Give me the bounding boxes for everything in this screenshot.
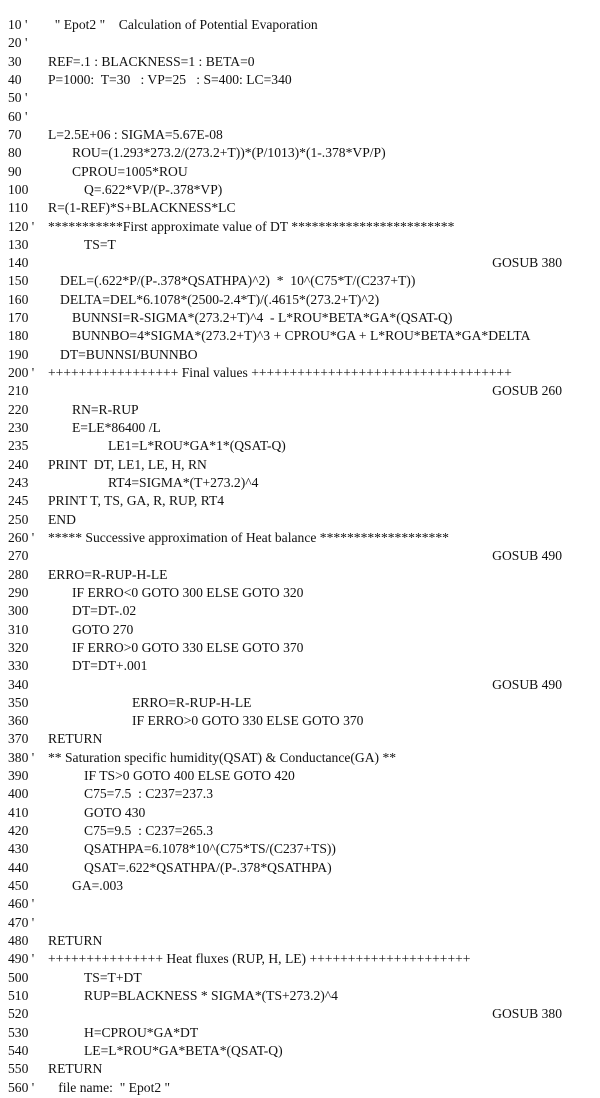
line-number: 90 xyxy=(8,163,22,179)
line-code: IF ERRO>0 GOTO 330 ELSE GOTO 370 xyxy=(72,639,304,655)
line-number: 530 xyxy=(8,1024,29,1040)
line-number: 220 xyxy=(8,401,29,417)
line-number: 100 xyxy=(8,181,29,197)
line-number: 460 ' xyxy=(8,896,35,912)
line-number: 390 xyxy=(8,768,29,784)
line-number: 360 xyxy=(8,713,29,729)
line-number: 230 xyxy=(8,420,29,436)
line-code: QSATHPA=6.1078*10^(C75*TS/(C237+TS)) xyxy=(84,841,336,857)
line-number: 270 xyxy=(8,548,29,564)
line-number: 550 xyxy=(8,1061,29,1077)
line-code: RUP=BLACKNESS * SIGMA*(TS+273.2)^4 xyxy=(84,987,338,1003)
line-number: 430 xyxy=(8,841,29,857)
code-line xyxy=(0,1077,600,1098)
gosub-statement: GOSUB 380 xyxy=(492,1006,562,1022)
line-code: P=1000: T=30 : VP=25 : S=400: LC=340 xyxy=(48,71,292,87)
line-code: DT=BUNNSI/BUNNBO xyxy=(60,346,198,362)
line-number: 300 xyxy=(8,603,29,619)
line-number: 150 xyxy=(8,273,29,289)
line-code: LE=L*ROU*GA*BETA*(QSAT-Q) xyxy=(84,1042,283,1058)
line-number: 40 xyxy=(8,71,22,87)
line-code: ERRO=R-RUP-H-LE xyxy=(48,566,168,582)
line-code: END xyxy=(48,511,76,527)
line-number: 340 xyxy=(8,676,29,692)
line-number: 140 xyxy=(8,255,29,271)
line-code: GOTO 270 xyxy=(72,621,134,637)
line-number: 350 xyxy=(8,694,29,710)
line-number: 210 xyxy=(8,383,29,399)
line-number: 30 xyxy=(8,53,22,69)
gosub-statement: GOSUB 490 xyxy=(492,548,562,564)
line-code: IF ERRO>0 GOTO 330 ELSE GOTO 370 xyxy=(132,713,364,729)
line-number: 190 xyxy=(8,346,29,362)
line-number: 200 ' xyxy=(8,365,35,381)
line-code: DT=DT-.02 xyxy=(72,603,137,619)
gosub-statement: GOSUB 380 xyxy=(492,255,562,271)
line-number: 510 xyxy=(8,987,29,1003)
line-number: 110 xyxy=(8,200,28,216)
gosub-statement: GOSUB 490 xyxy=(492,676,562,692)
line-number: 440 xyxy=(8,859,29,875)
line-code: R=(1-REF)*S+BLACKNESS*LC xyxy=(48,200,236,216)
line-number: 280 xyxy=(8,566,29,582)
line-code: CPROU=1005*ROU xyxy=(72,163,188,179)
line-code: +++++++++++++++++ Final values ++++++++++++++++++++++++++++++++++ xyxy=(48,365,512,381)
line-code: Q=.622*VP/(P-.378*VP) xyxy=(84,181,223,197)
line-number: 470 ' xyxy=(8,914,35,930)
line-number: 10 ' xyxy=(8,17,28,32)
line-code: BUNNSI=R-SIGMA*(273.2+T)^4 - L*ROU*BETA*GA*(QSAT-Q) xyxy=(72,310,453,326)
line-number: 130 xyxy=(8,236,29,252)
line-number: 420 xyxy=(8,823,29,839)
line-code: C75=7.5 : C237=237.3 xyxy=(84,786,214,802)
line-number: 320 xyxy=(8,639,29,655)
line-code: PRINT T, TS, GA, R, RUP, RT4 xyxy=(48,493,225,509)
line-number: 245 xyxy=(8,493,29,509)
line-code: LE1=L*ROU*GA*1*(QSAT-Q) xyxy=(108,438,286,454)
line-code: GA=.003 xyxy=(72,878,124,894)
line-number: 330 xyxy=(8,658,29,674)
line-code: DT=DT+.001 xyxy=(72,658,148,674)
line-code: RETURN xyxy=(48,731,103,747)
line-code: ROU=(1.293*273.2/(273.2+T))*(P/1013)*(1-.378*VP/P) xyxy=(72,145,386,161)
line-number: 70 xyxy=(8,126,22,142)
line-code: ** Saturation specific humidity(QSAT) & Conductance(GA) ** xyxy=(48,749,397,765)
line-number: 50 ' xyxy=(8,90,28,106)
line-code: TS=T xyxy=(84,236,116,252)
line-code: IF ERRO<0 GOTO 300 ELSE GOTO 320 xyxy=(72,584,304,600)
line-number: 20 ' xyxy=(8,35,28,51)
line-number: 290 xyxy=(8,584,29,600)
line-code: ERRO=R-RUP-H-LE xyxy=(132,694,252,710)
line-code: IF TS>0 GOTO 400 ELSE GOTO 420 xyxy=(84,768,295,784)
line-number: 380 ' xyxy=(8,749,35,765)
line-number: 560 ' xyxy=(8,1079,35,1095)
line-code: BUNNBO=4*SIGMA*(273.2+T)^3 + CPROU*GA + L*ROU*BETA*GA*DELTA xyxy=(72,328,531,344)
line-number: 490 ' xyxy=(8,951,35,967)
line-code: RN=R-RUP xyxy=(72,401,139,417)
line-code: " Epot2 " Calculation of Potential Evaporation xyxy=(48,17,318,32)
line-number: 250 xyxy=(8,511,29,527)
line-code: GOTO 430 xyxy=(84,804,146,820)
line-number: 260 ' xyxy=(8,529,35,545)
line-number: 180 xyxy=(8,328,29,344)
line-number: 310 xyxy=(8,621,29,637)
line-code: DELTA=DEL*6.1078*(2500-2.4*T)/(.4615*(273.2+T)^2) xyxy=(60,291,380,307)
line-code: L=2.5E+06 : SIGMA=5.67E-08 xyxy=(48,126,223,142)
line-number: 120 ' xyxy=(8,218,35,234)
line-code: REF=.1 : BLACKNESS=1 : BETA=0 xyxy=(48,53,255,69)
line-code: ***** Successive approximation of Heat balance ******************* xyxy=(48,529,449,545)
line-code: +++++++++++++++ Heat fluxes (RUP, H, LE) +++++++++++++++++++++ xyxy=(48,951,471,967)
line-number: 400 xyxy=(8,786,29,802)
line-code: file name: " Epot2 " xyxy=(48,1079,171,1095)
line-code: H=CPROU*GA*DT xyxy=(84,1024,199,1040)
line-number: 240 xyxy=(8,456,29,472)
line-code: ***********First approximate value of DT ************************ xyxy=(48,218,455,234)
line-code: PRINT DT, LE1, LE, H, RN xyxy=(48,456,207,472)
line-number: 243 xyxy=(8,475,29,490)
line-code: RT4=SIGMA*(T+273.2)^4 xyxy=(108,475,259,490)
line-number: 170 xyxy=(8,310,29,326)
line-code: QSAT=.622*QSATHPA/(P-.378*QSATHPA) xyxy=(84,859,332,875)
line-number: 160 xyxy=(8,291,29,307)
line-number: 410 xyxy=(8,804,29,820)
line-number: 60 ' xyxy=(8,108,28,124)
line-code: DEL=(.622*P/(P-.378*QSATHPA)^2) * 10^(C75*T/(C237+T)) xyxy=(60,273,416,289)
line-code: RETURN xyxy=(48,1061,103,1077)
line-number: 540 xyxy=(8,1042,29,1058)
line-number: 370 xyxy=(8,731,29,747)
line-number: 480 xyxy=(8,933,29,948)
line-code: TS=T+DT xyxy=(84,969,142,985)
line-number: 80 xyxy=(8,145,22,161)
line-code: C75=9.5 : C237=265.3 xyxy=(84,823,214,839)
line-number: 520 xyxy=(8,1006,29,1022)
line-number: 235 xyxy=(8,438,29,454)
gosub-statement: GOSUB 260 xyxy=(492,383,562,399)
line-code: E=LE*86400 /L xyxy=(72,420,161,436)
line-number: 450 xyxy=(8,878,29,894)
line-number: 500 xyxy=(8,969,29,985)
line-code: RETURN xyxy=(48,933,103,948)
